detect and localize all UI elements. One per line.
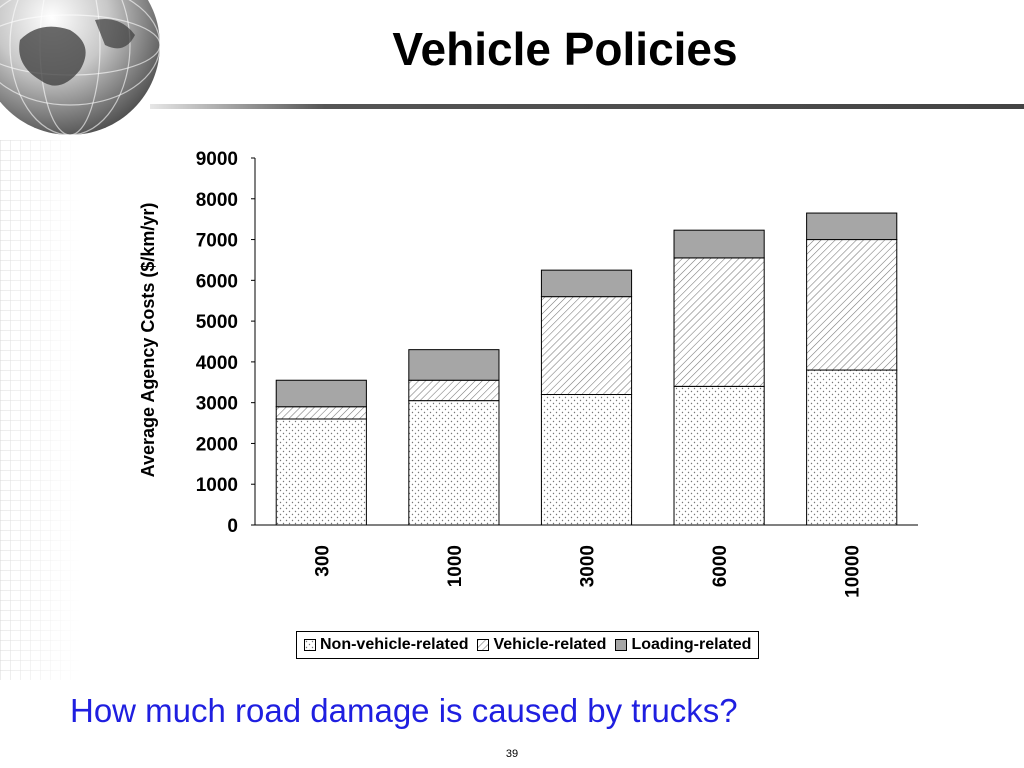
bar-loading-related-6000 [674, 230, 764, 258]
y-tick-label: 2000 [195, 434, 238, 456]
legend-label: Vehicle-related [493, 636, 607, 653]
legend-item-loading-related [615, 636, 751, 654]
slide-title: Vehicle Policies [392, 23, 738, 75]
bar-non-vehicle-related-1000 [409, 401, 499, 525]
legend-item-vehicle-related [477, 636, 606, 654]
y-tick-label: 8000 [195, 189, 238, 211]
legend-swatch [477, 639, 489, 651]
x-tick-label: 1000 [444, 545, 466, 588]
y-tick-label: 5000 [195, 312, 238, 334]
y-tick-label: 9000 [195, 149, 238, 170]
bar-non-vehicle-related-10000 [807, 370, 897, 525]
page-number: 39 [505, 748, 519, 760]
legend-label: Loading-related [631, 636, 752, 653]
bar-loading-related-1000 [409, 350, 499, 381]
bar-non-vehicle-related-6000 [674, 386, 764, 525]
y-tick-label: 1000 [195, 475, 238, 497]
chart-legend [296, 631, 759, 659]
bar-vehicle-related-300 [276, 407, 366, 419]
x-tick-label: 300 [312, 545, 334, 577]
y-tick-label: 3000 [195, 393, 238, 415]
legend-swatch [615, 639, 627, 651]
bar-loading-related-10000 [807, 213, 897, 240]
legend-item-non-vehicle-related [304, 636, 468, 654]
x-tick-label: 3000 [577, 545, 599, 588]
y-axis-label: Average Agency Costs ($/km/yr) [138, 202, 158, 478]
slide-subtitle: How much road damage is caused by trucks? [70, 692, 738, 729]
y-tick-label: 7000 [195, 230, 238, 252]
y-tick-label: 6000 [195, 271, 238, 293]
legend-label: Non-vehicle-related [320, 636, 469, 653]
legend-swatch [304, 639, 316, 651]
y-tick-label: 0 [227, 516, 238, 537]
bar-vehicle-related-1000 [409, 380, 499, 400]
bar-vehicle-related-3000 [541, 297, 631, 395]
bar-non-vehicle-related-300 [276, 419, 366, 525]
bar-non-vehicle-related-3000 [541, 395, 631, 525]
y-tick-label: 4000 [195, 352, 238, 374]
x-tick-label: 6000 [710, 545, 732, 588]
bar-loading-related-300 [276, 380, 366, 407]
bar-loading-related-3000 [541, 270, 631, 297]
x-tick-label: 10000 [842, 545, 864, 598]
bar-vehicle-related-10000 [807, 240, 897, 370]
bar-vehicle-related-6000 [674, 258, 764, 386]
